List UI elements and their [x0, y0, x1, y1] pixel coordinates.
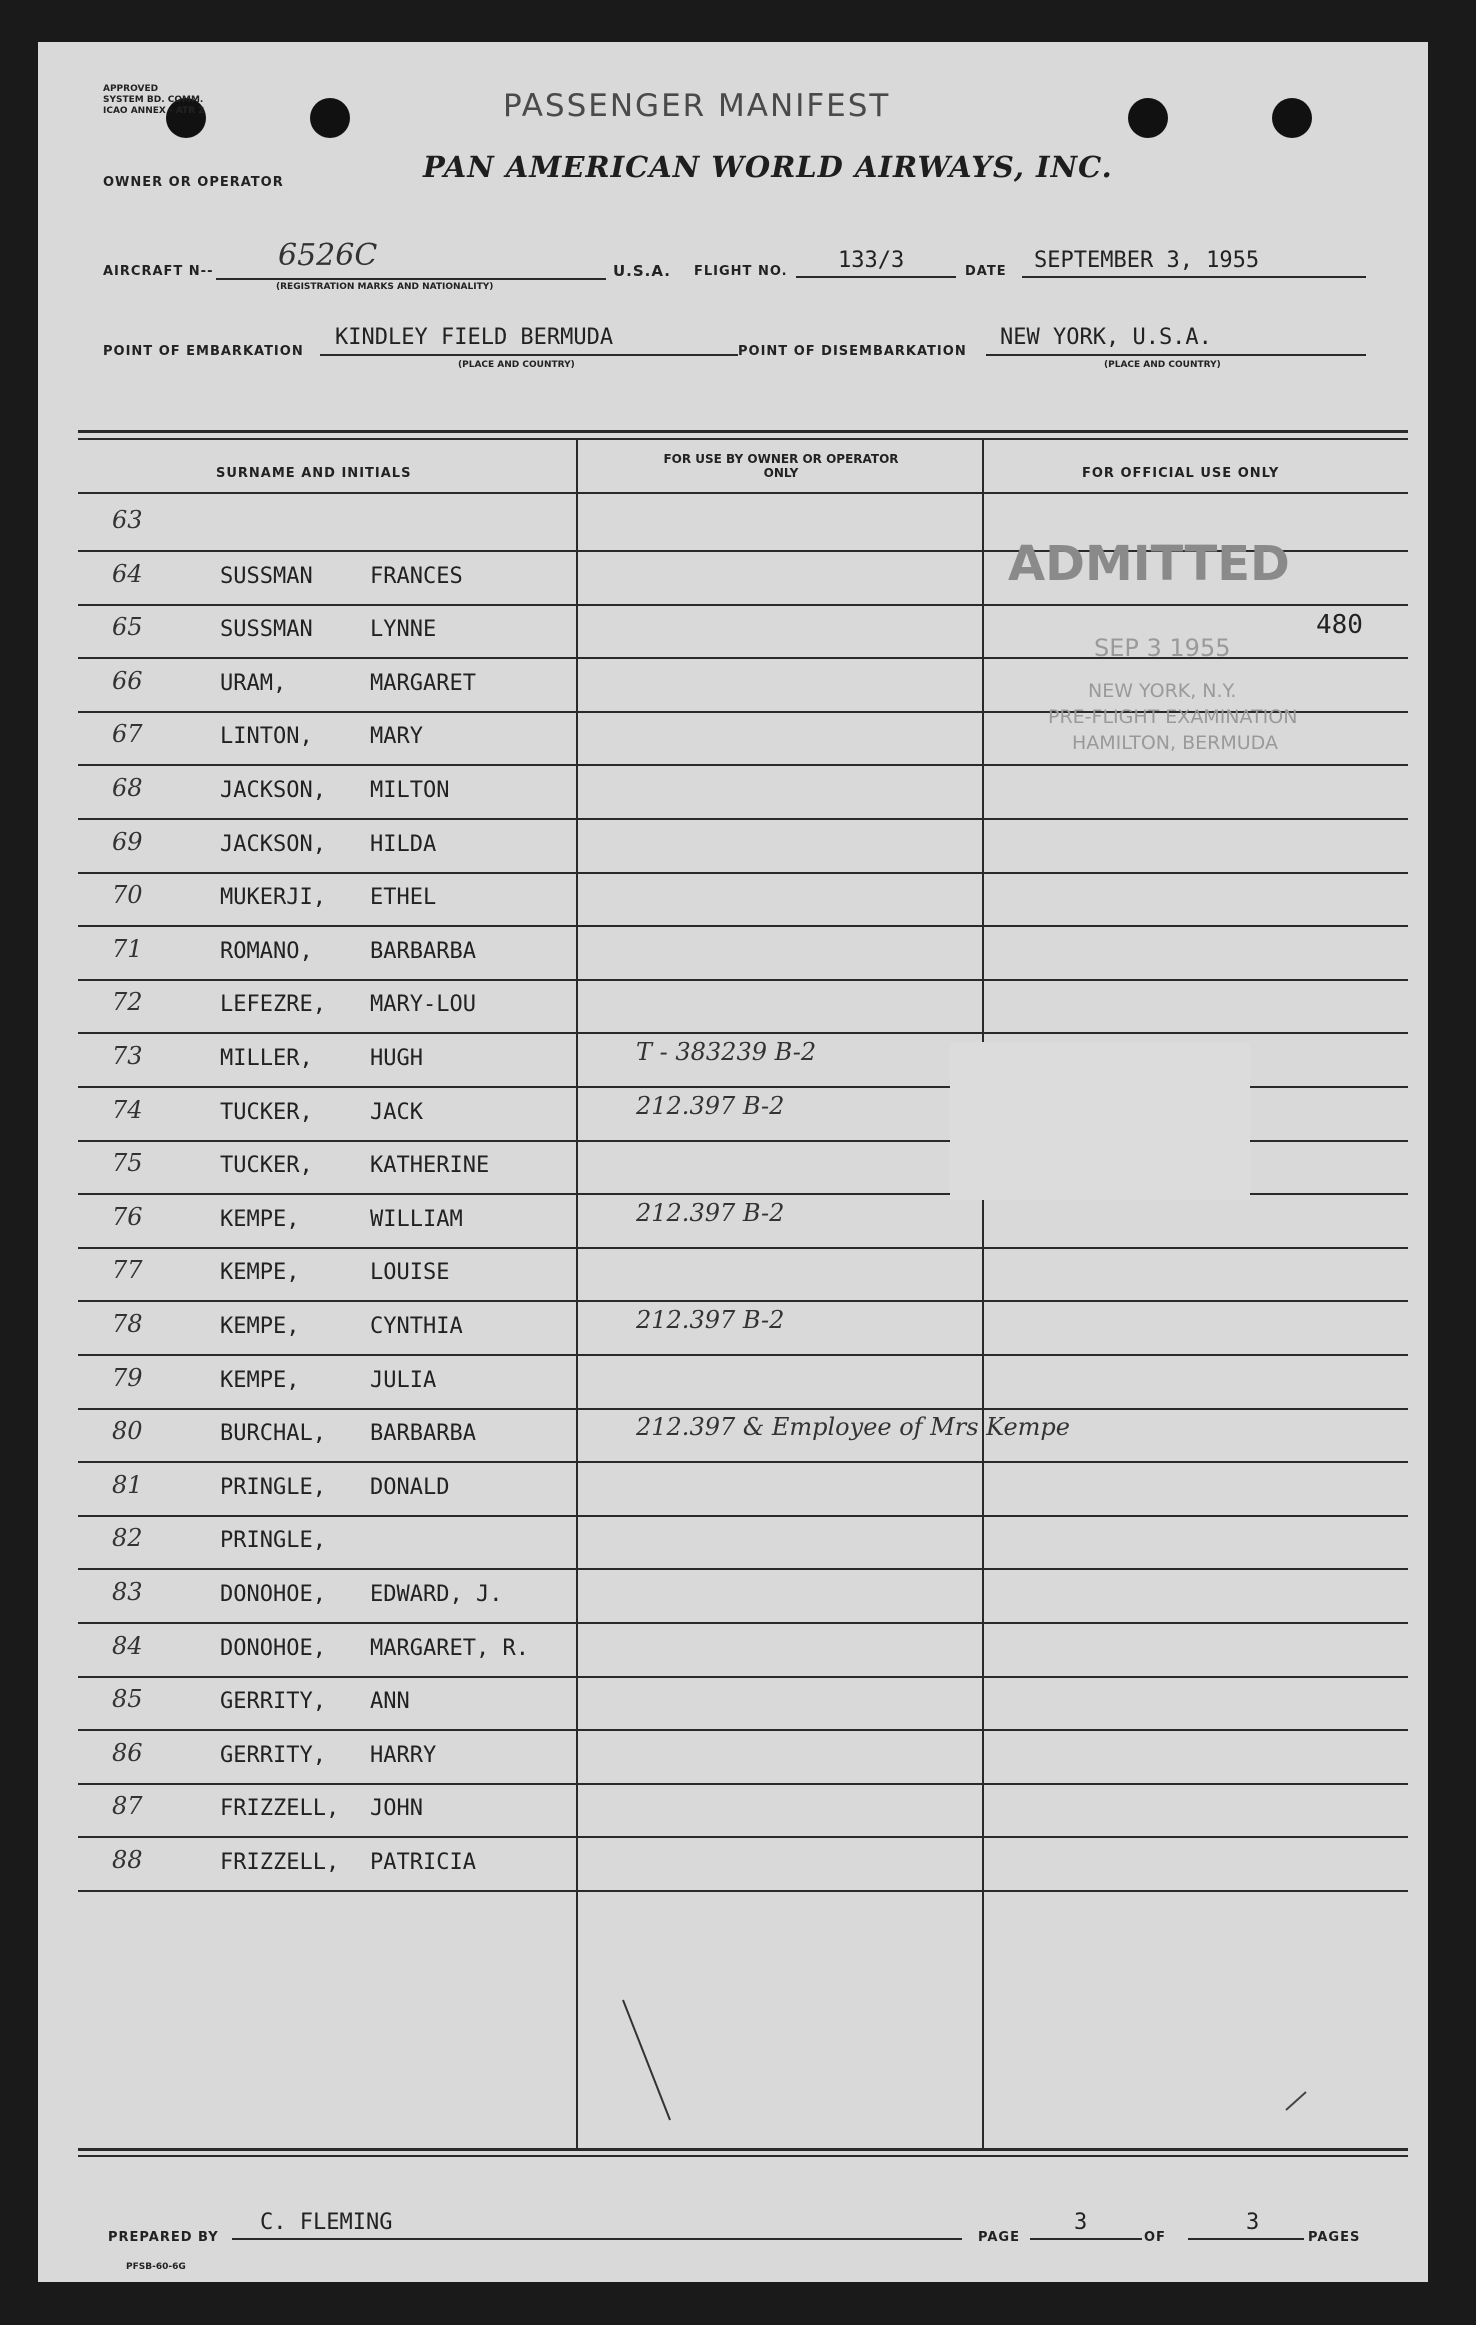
- row-number: 87: [112, 1792, 143, 1821]
- approval-line-2: SYSTEM BD. COMM.: [103, 95, 204, 105]
- row-number: 69: [112, 827, 143, 856]
- column-header-owner-text: FOR USE BY OWNER OR OPERATOR ONLY: [663, 452, 899, 480]
- row-number: 88: [112, 1846, 143, 1874]
- row-number: 74: [112, 1095, 143, 1124]
- passenger-given-name: CYNTHIA: [370, 1314, 463, 1339]
- passenger-surname: SUSSMAN: [220, 617, 313, 643]
- passenger-given-name: MARY: [370, 724, 423, 750]
- passenger-surname: FRIZZELL,: [220, 1796, 340, 1822]
- disembarkation-place: NEW YORK, U.S.A.: [1000, 325, 1212, 350]
- total-pages: 3: [1246, 2210, 1260, 2235]
- embarkation-place: KINDLEY FIELD BERMUDA: [335, 325, 614, 350]
- passenger-given-name: JULIA: [370, 1367, 437, 1393]
- passenger-surname: KEMPE,: [220, 1260, 300, 1286]
- pages-underline: [1188, 2238, 1304, 2240]
- owner-use-note: 212.397 B-2: [636, 1198, 785, 1227]
- pen-strike-marks: [38, 42, 1428, 2282]
- passenger-given-name: FRANCES: [370, 563, 463, 589]
- passenger-given-name: ETHEL: [370, 885, 437, 911]
- passenger-surname: LINTON,: [220, 724, 313, 750]
- passenger-surname: SUSSMAN: [220, 563, 313, 589]
- flight-number: 133/3: [838, 248, 905, 273]
- document-title: PASSENGER MANIFEST: [503, 88, 891, 124]
- page-underline: [1030, 2238, 1142, 2240]
- passenger-given-name: LOUISE: [370, 1260, 450, 1286]
- passenger-given-name: HILDA: [370, 831, 437, 857]
- owner-use-note: 212.397 B-2: [636, 1306, 785, 1334]
- passenger-given-name: JACK: [370, 1099, 423, 1125]
- row-number: 63: [112, 506, 143, 534]
- stamp-preflight: PRE-FLIGHT EXAMINATION: [1048, 706, 1298, 728]
- owner-use-note: 212.397 B-2: [636, 1091, 785, 1120]
- flight-date: SEPTEMBER 3, 1955: [1034, 248, 1260, 273]
- row-number: 72: [112, 988, 143, 1017]
- row-number: 67: [112, 720, 143, 749]
- passenger-surname: BURCHAL,: [220, 1421, 326, 1447]
- passenger-surname: KEMPE,: [220, 1314, 300, 1339]
- row-number: 73: [112, 1042, 143, 1070]
- page-label: PAGE: [978, 2230, 1020, 2245]
- passenger-given-name: KATHERINE: [370, 1153, 490, 1179]
- passenger-surname: MUKERJI,: [220, 885, 326, 911]
- prepared-label: PREPARED BY: [108, 2230, 219, 2245]
- passenger-given-name: MARGARET: [370, 670, 476, 696]
- row-number: 80: [112, 1417, 143, 1446]
- row-number: 68: [112, 774, 143, 802]
- passenger-given-name: HARRY: [370, 1742, 437, 1768]
- passenger-surname: JACKSON,: [220, 831, 326, 857]
- usa-label: U.S.A.: [613, 262, 671, 280]
- passenger-surname: GERRITY,: [220, 1742, 326, 1768]
- passenger-surname: TUCKER,: [220, 1153, 313, 1179]
- row-number: 79: [112, 1363, 143, 1392]
- passenger-given-name: ANN: [370, 1689, 410, 1715]
- margin-count: 480: [1316, 610, 1363, 640]
- owner-label: OWNER OR OPERATOR: [103, 175, 284, 190]
- passenger-surname: URAM,: [220, 670, 287, 696]
- passenger-surname: PRINGLE,: [220, 1474, 326, 1500]
- aircraft-number: 6526C: [278, 238, 378, 273]
- row-number: 70: [112, 881, 143, 910]
- manifest-sheet: [38, 42, 1428, 2282]
- passenger-surname: FRIZZELL,: [220, 1850, 340, 1875]
- row-number: 66: [112, 666, 143, 695]
- page-number: 3: [1074, 2210, 1088, 2235]
- row-number: 81: [112, 1470, 143, 1499]
- passenger-given-name: HUGH: [370, 1046, 423, 1071]
- passenger-given-name: DONALD: [370, 1474, 450, 1500]
- row-number: 65: [112, 613, 143, 642]
- registration-caption: (REGISTRATION MARKS AND NATIONALITY): [276, 282, 494, 292]
- passenger-given-name: BARBARBA: [370, 938, 476, 964]
- passenger-surname: ROMANO,: [220, 938, 313, 964]
- passenger-surname: KEMPE,: [220, 1367, 300, 1393]
- passenger-given-name: PATRICIA: [370, 1850, 476, 1875]
- passenger-surname: TUCKER,: [220, 1099, 313, 1125]
- owner-use-note: T - 383239 B-2: [636, 1038, 817, 1066]
- date-label: DATE: [965, 264, 1007, 279]
- approval-line-3: ICAO ANNEX - ATR 2: [103, 106, 205, 116]
- passenger-surname: GERRITY,: [220, 1689, 326, 1715]
- row-number: 84: [112, 1631, 143, 1660]
- row-number: 71: [112, 934, 143, 963]
- passenger-surname: DONOHOE,: [220, 1635, 326, 1661]
- admitted-stamp: ADMITTED: [1008, 536, 1290, 592]
- passenger-given-name: EDWARD, J.: [370, 1582, 503, 1607]
- embarkation-label: POINT OF EMBARKATION: [103, 344, 304, 359]
- row-number: 78: [112, 1310, 143, 1338]
- row-number: 82: [112, 1524, 143, 1553]
- row-number: 76: [112, 1202, 143, 1231]
- passenger-given-name: MILTON: [370, 778, 450, 803]
- stamp-city: NEW YORK, N.Y.: [1088, 680, 1237, 702]
- passenger-surname: MILLER,: [220, 1046, 313, 1071]
- stamp-place: HAMILTON, BERMUDA: [1072, 732, 1278, 754]
- row-number: 77: [112, 1256, 143, 1285]
- row-number: 75: [112, 1149, 143, 1178]
- row-number: 83: [112, 1578, 143, 1606]
- passenger-surname: JACKSON,: [220, 778, 326, 803]
- passenger-given-name: MARY-LOU: [370, 992, 476, 1018]
- prepared-by: C. FLEMING: [260, 2210, 393, 2235]
- passenger-surname: PRINGLE,: [220, 1528, 326, 1554]
- row-number: 64: [112, 559, 143, 588]
- disembarkation-caption: (PLACE AND COUNTRY): [1104, 360, 1221, 370]
- flight-label: FLIGHT NO.: [694, 264, 788, 279]
- prepared-underline: [232, 2238, 962, 2240]
- passenger-given-name: WILLIAM: [370, 1206, 463, 1232]
- passenger-given-name: JOHN: [370, 1796, 423, 1822]
- column-header-surname: SURNAME AND INITIALS: [216, 466, 412, 481]
- of-label: OF: [1144, 2230, 1166, 2245]
- owner-name: PAN AMERICAN WORLD AIRWAYS, INC.: [423, 150, 1113, 184]
- passenger-given-name: MARGARET, R.: [370, 1635, 529, 1661]
- approval-line-1: APPROVED: [103, 84, 159, 94]
- stamp-date: SEP 3 1955: [1094, 634, 1231, 662]
- row-number: 86: [112, 1738, 143, 1767]
- embarkation-caption: (PLACE AND COUNTRY): [458, 360, 575, 370]
- owner-use-note: 212.397 & Employee of Mrs Kempe: [636, 1413, 1070, 1442]
- pages-label: PAGES: [1308, 2230, 1361, 2245]
- row-number: 85: [112, 1685, 143, 1714]
- passenger-given-name: BARBARBA: [370, 1421, 476, 1447]
- disembarkation-label: POINT OF DISEMBARKATION: [738, 344, 967, 359]
- column-header-official: FOR OFFICIAL USE ONLY: [1082, 466, 1280, 481]
- passenger-surname: LEFEZRE,: [220, 992, 326, 1018]
- aircraft-label: AIRCRAFT N--: [103, 264, 214, 279]
- passenger-surname: DONOHOE,: [220, 1582, 326, 1607]
- passenger-surname: KEMPE,: [220, 1206, 300, 1232]
- passenger-given-name: LYNNE: [370, 617, 437, 643]
- form-code: PFSB-60-6G: [126, 2262, 186, 2272]
